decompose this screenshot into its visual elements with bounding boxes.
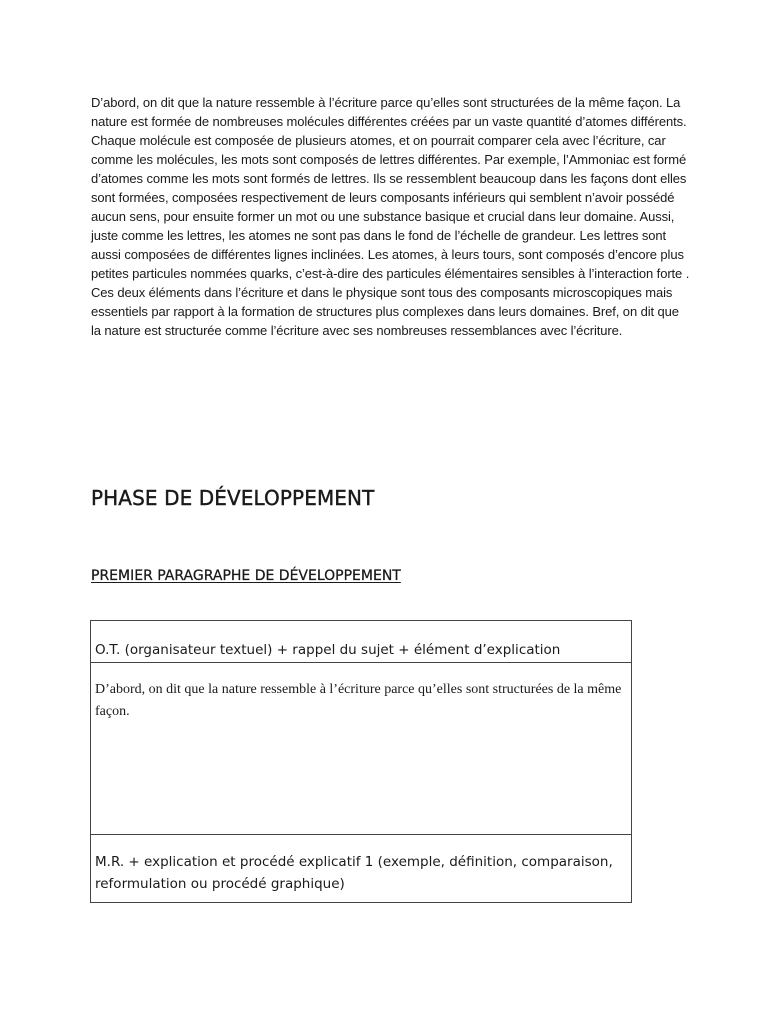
intro-paragraph: D’abord, on dit que la nature ressemble à l’écriture parce qu’elles sont structurées de la même façon. La nature est formée de nombreuses molécules différentes créées par un vaste quantité d’atomes différents. Chaque molécule est composée de plusieurs atomes, et on pourrait comparer cela avec l’écriture, car comme les molécules, les mots sont composés de lettres différentes. Par exemple, l’Ammoniac est formé d’atomes comme les mots sont formés de lettres. Ils se ressemblent beaucoup dans les façons dont elles sont formées, composées respectivement de leurs composants inférieurs qui semblent n’avoir possédé aucun sens, pour ensuite former un mot ou une substance basique et crucial dans leur domaine. Aussi, juste comme les lettres, les atomes ne sont pas dans le fond de l’échelle de grandeur. Les lettres sont aussi composées de différentes lignes inclinées. Les atomes, à leurs tours, sont composés d’encore plus petites particules nommées quarks, c’est-à-dire des particules élémentaires sensibles à l’interaction forte . Ces deux éléments dans l’écriture et dans le physique sont tous des composants microscopiques mais essentiels par rapport à la formation de structures plus complexes dans leurs domaines. Bref, on dit que la nature est structurée comme l’écriture avec ses nombreuses ressemblances avec l’écriture. bbox=[91, 95, 690, 338]
table-row-organizer: O.T. (organisateur textuel) + rappel du sujet + élément d’explication bbox=[91, 621, 631, 663]
development-table bbox=[90, 620, 632, 903]
table-row-explanation: M.R. + explication et procédé explicatif 1 (exemple, définition, comparaison, reformulation ou procédé graphique) bbox=[95, 854, 613, 892]
subsection-title: PREMIER PARAGRAPHE DE DÉVELOPPEMENT bbox=[91, 568, 401, 584]
table-row-answer: D’abord, on dit que la nature ressemble à l’écriture parce qu’elles sont structurées de la même façon. bbox=[91, 663, 631, 835]
section-title: PHASE DE DÉVELOPPEMENT bbox=[91, 486, 375, 510]
